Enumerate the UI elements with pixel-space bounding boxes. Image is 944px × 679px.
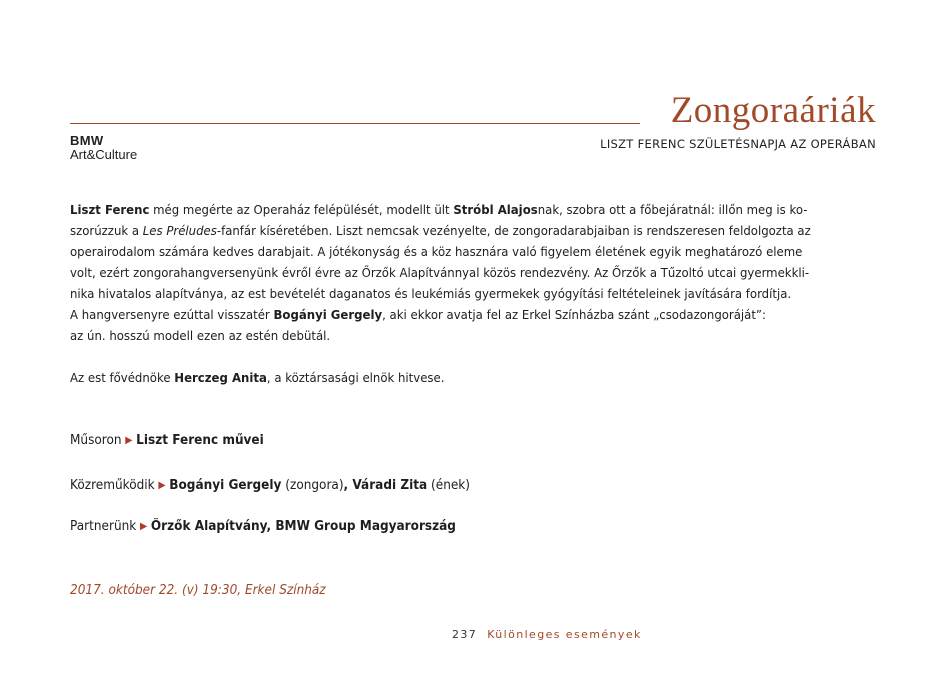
partners-value: Őrzők Alapítvány, BMW Group Magyarország [150,519,456,534]
section-name: Különleges események [487,628,642,641]
page-footer [452,628,642,641]
emphasis-text: Bogányi Gergely [169,478,282,493]
intro-paragraph [70,199,875,346]
text-run: , aki ekkor avatja fel az Erkel Színházba szánt „csodazongoráját”: [382,307,766,322]
partners-label: Partnerünk [70,519,137,534]
emphasis-text: , Váradi Zita [343,478,428,493]
program-label: Műsoron [70,433,122,448]
performers-value [169,478,470,493]
triangle-right-icon: ▶ [125,435,133,446]
text-run: (ének) [427,478,471,493]
patron-paragraph [70,367,875,388]
emphasis-text: Liszt Ferenc [70,202,150,217]
program-value: Liszt Ferenc művei [136,433,264,448]
program-line [70,433,264,448]
brand-logo [70,134,137,163]
text-run: Az est fővédnöke [70,370,175,385]
text-run: nika hivatalos alapítványa, az est bevételét daganatos és leukémiás gyermekek gyógyítási feltételeinek javítására fordítja. [70,286,792,301]
brand-name: BMW [70,133,104,148]
emphasis-text: Herczeg Anita [174,370,267,385]
page-title: Zongoraáriák [670,90,876,131]
text-run: , a köztársasági elnök hitvese. [266,370,445,385]
italic-text: Les Préludes [142,223,217,238]
brand-tagline: Art&Culture [70,147,138,163]
article-body [70,199,875,388]
text-run: az ún. hosszú modell ezen az estén debütál. [70,328,331,343]
performers-label: Közreműködik [70,478,155,493]
triangle-right-icon: ▶ [139,521,148,532]
text-run: A hangversenyre ezúttal visszatér [70,307,274,322]
emphasis-text: Bogányi Gergely [273,307,383,322]
emphasis-text: Stróbl Alajos [453,202,538,217]
triangle-right-icon: ▶ [158,480,166,491]
text-run: nak, szobra ott a főbejáratnál: illőn meg is ko- [537,202,808,217]
text-run: szorúzzuk a [70,223,143,238]
page-number: 237 [452,628,478,641]
text-run: (zongora) [281,478,344,493]
text-run: még megérte az Operaház felépülését, modellt ült [149,202,454,217]
text-run: operairodalom számára kedves darabjait. A jótékonyság és a köz hasznára való figyelem életének egyik meghatározó eleme [70,244,803,259]
page-subtitle: LISZT FERENC SZÜLETÉSNAPJA AZ OPERÁBAN [600,137,876,151]
text-run: -fanfár kíséretében. Liszt nemcsak vezényelte, de zongoradarabjaiban is rendszeresen feldolgozta az [216,223,811,238]
text-run: volt, ezért zongorahangversenyünk évről évre az Őrzők Alapítvánnyal közös rendezvény. Az Őrzők a Tűzoltó utcai gyermekkli- [70,265,810,280]
event-date: 2017. október 22. (v) 19:30, Erkel Színház [70,583,326,598]
performers-line [70,478,470,493]
header-rule [70,123,640,124]
partners-line [70,519,456,534]
